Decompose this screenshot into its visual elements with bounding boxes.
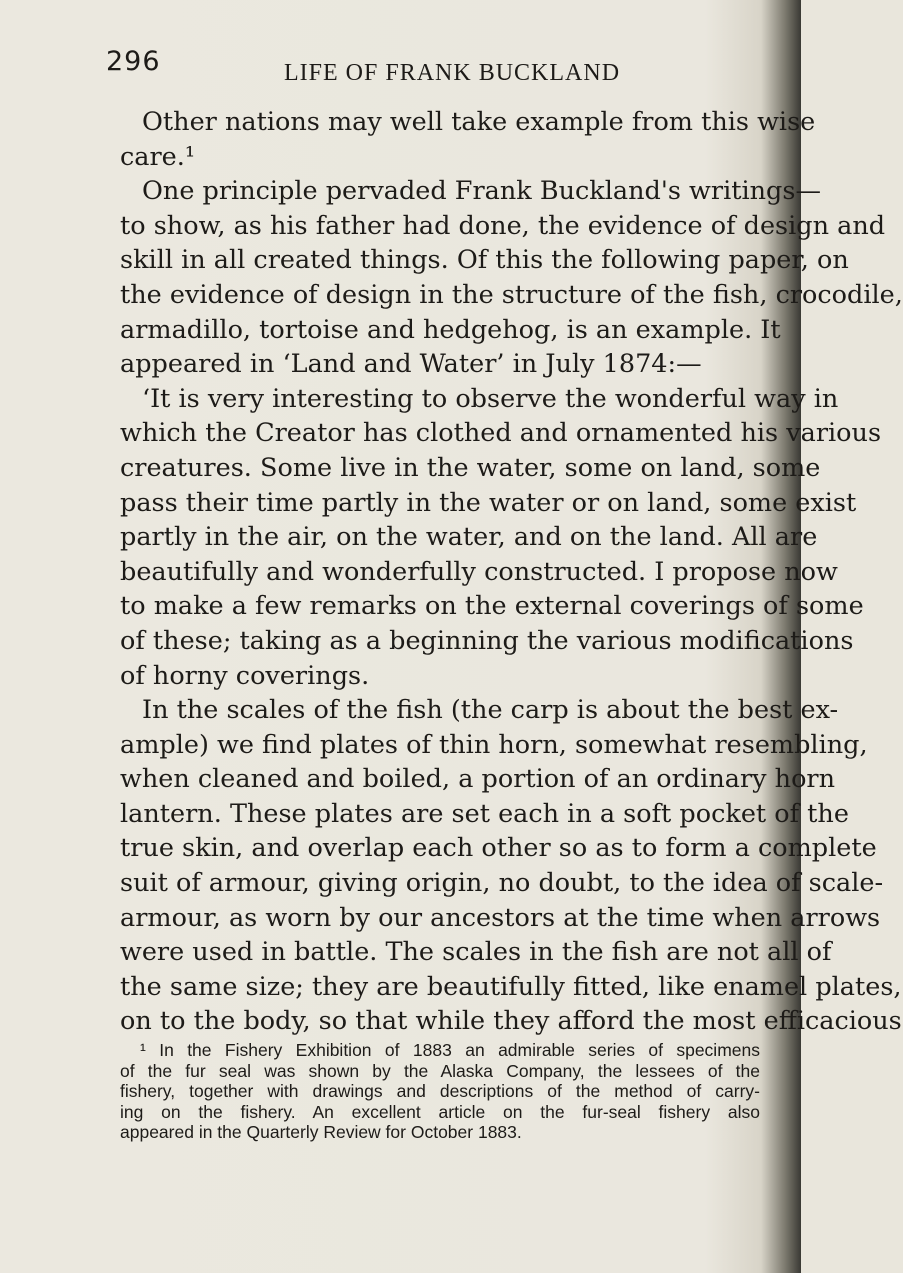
body-line: pass their time partly in the water or on land, some exist bbox=[120, 487, 857, 518]
body-line: which the Creator has clothed and ornamented his various bbox=[120, 418, 882, 449]
body-line: beautifully and wonderfully constructed. I propose now bbox=[120, 556, 838, 587]
body-line: ‘It is very interesting to observe the wonderful way in bbox=[142, 383, 839, 414]
running-title: LIFE OF FRANK BUCKLAND bbox=[284, 60, 621, 86]
body-line: to make a few remarks on the external coverings of some bbox=[120, 591, 864, 622]
body-line: the same size; they are beautifully fitted, like enamel plates, bbox=[120, 971, 902, 1002]
body-line: care.¹ bbox=[120, 141, 196, 172]
body-line: when cleaned and boiled, a portion of an ordinary horn bbox=[120, 764, 836, 795]
footnote bbox=[120, 1040, 760, 1143]
body-line: appeared in ‘Land and Water’ in July 1874:— bbox=[120, 349, 702, 380]
body-line: ample) we find plates of thin horn, somewhat resembling, bbox=[120, 729, 868, 760]
body-line: In the scales of the fish (the carp is about the best ex- bbox=[142, 695, 839, 726]
body-line: the evidence of design in the structure of the fish, crocodile, bbox=[120, 279, 903, 310]
footnote-line: ing on the fishery. An excellent article on the fur-seal fishery also bbox=[120, 1101, 760, 1122]
body-line: true skin, and overlap each other so as to form a complete bbox=[120, 833, 877, 864]
body-line: armour, as worn by our ancestors at the time when arrows bbox=[120, 902, 881, 933]
body-line: were used in battle. The scales in the fish are not all of bbox=[120, 937, 832, 968]
body-text bbox=[120, 105, 903, 1039]
body-line: creatures. Some live in the water, some on land, some bbox=[120, 452, 821, 483]
body-line: skill in all created things. Of this the following paper, on bbox=[120, 245, 849, 276]
footnote-line: appeared in the Quarterly Review for October 1883. bbox=[120, 1122, 522, 1142]
body-line: Other nations may well take example from this wise bbox=[142, 107, 816, 137]
page-number: 296 bbox=[106, 46, 161, 77]
body-line: of horny coverings. bbox=[120, 660, 370, 691]
body-line: lantern. These plates are set each in a soft pocket of the bbox=[120, 798, 849, 829]
body-line: suit of armour, giving origin, no doubt, to the idea of scale- bbox=[120, 868, 884, 899]
footnote-line: ¹ In the Fishery Exhibition of 1883 an admirable series of specimens bbox=[140, 1040, 760, 1060]
body-line: of these; taking as a beginning the various modifications bbox=[120, 625, 854, 656]
body-line: to show, as his father had done, the evidence of design and bbox=[120, 210, 886, 241]
body-line: on to the body, so that while they afford the most efficacious bbox=[120, 1006, 902, 1037]
body-line: armadillo, tortoise and hedgehog, is an example. It bbox=[120, 314, 781, 345]
footnote-line: fishery, together with drawings and descriptions of the method of carry- bbox=[120, 1081, 760, 1101]
footnote-line: of the fur seal was shown by the Alaska Company, the lessees of the bbox=[120, 1060, 760, 1081]
body-line: One principle pervaded Frank Buckland's writings— bbox=[142, 176, 821, 207]
body-line: partly in the air, on the water, and on the land. All are bbox=[120, 522, 818, 553]
